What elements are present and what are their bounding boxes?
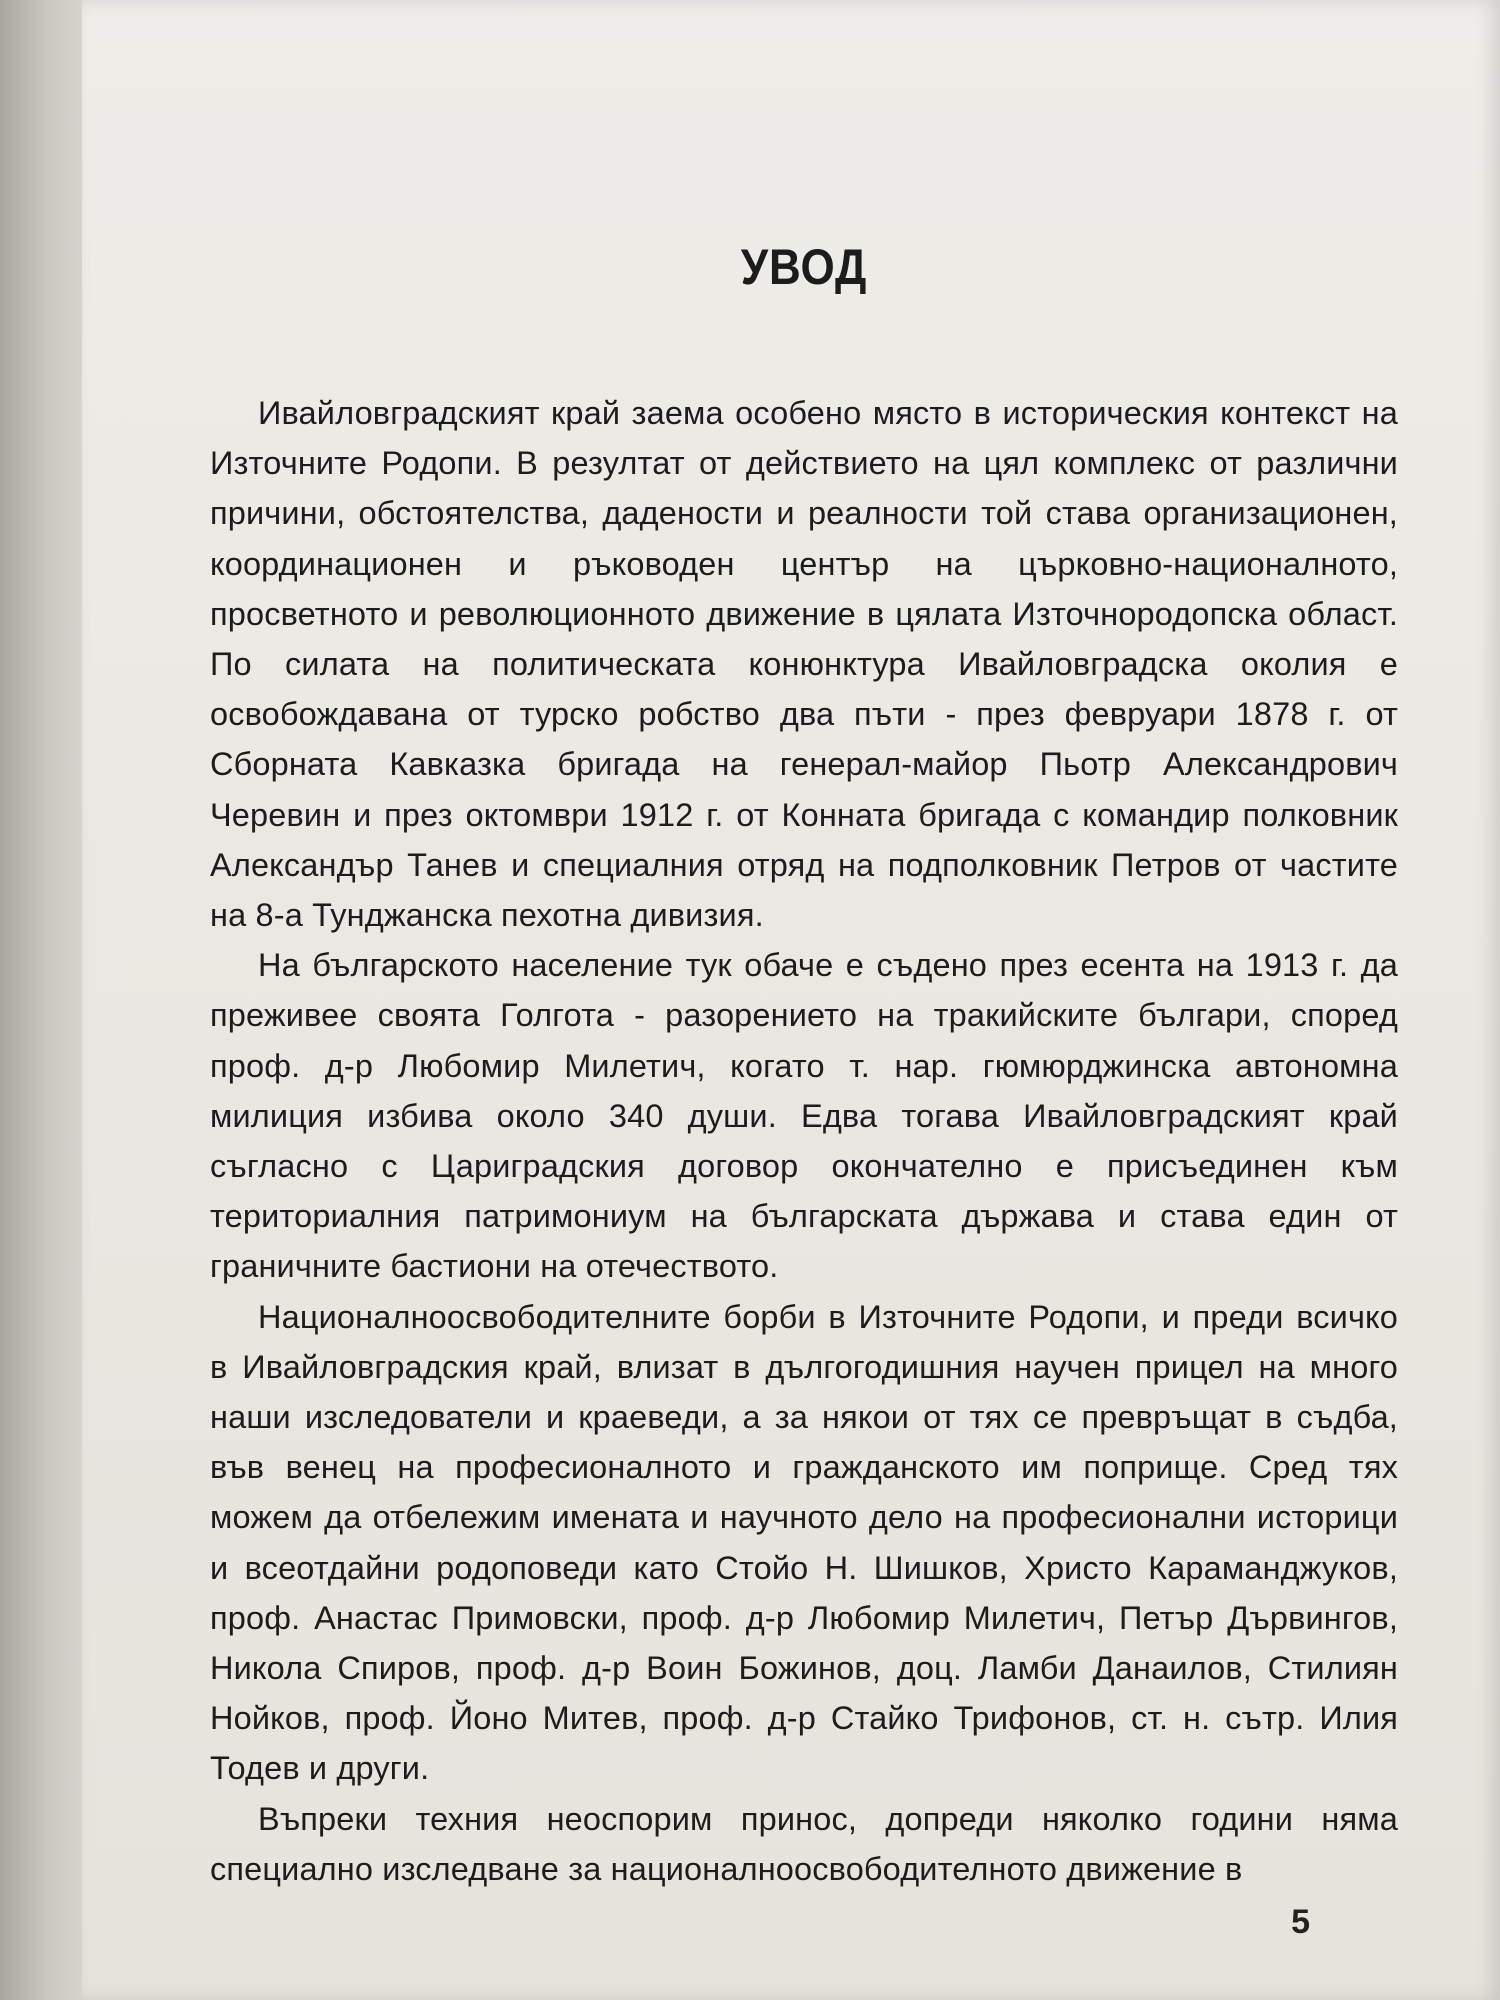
paragraph-3: Националноосвободителните борби в Източните Родопи, и преди всичко в Ивайловградския край, влизат в дългогодишния научен прицел на много наши изследователи и краеведи, а за някои от тях се превръщат в съдба, във венец на професионалното и гражданското им поприще. Сред тях можем да отбележим имената и научното дело на професионални историци и всеотдайни родоповеди като Стойо Н. Шишков, Христо Караманджуков, проф. Анастас Примовски, проф. д-р Любомир Милетич, Петър Дървингов, Никола Спиров, проф. д-р Воин Божинов, доц. Ламби Данаилов, Стилиян Нойков, проф. Йоно Митев, проф. д-р Стайко Трифонов, ст. н. сътр. Илия Тодев и други. [210,1298,1398,1787]
paragraph-1: Ивайловградският край заема особено място в историческия контекст на Източните Родопи. В резултат от действието на цял комплекс от различни причини, обстоятелства, дадености и реалности той става организационен, координационен и ръководен център на църковно-националното, просветното и революционното движение в цялата Източнородопска област. По силата на политическата конюнктура Ивайловградска околия е освобождавана от турско робство два пъти - през февруари 1878 г. от Сборната Кавказка бригада на генерал-майор Пьотр Александрович Черевин и през октомври 1912 г. от Конната бригада с командир полковник Александър Танев и специалния отряд на подполковник Петров от частите на 8-а Тунджанска пехотна дивизия. [210,395,1398,934]
page-number: 5 [1291,1903,1310,1941]
page-title: УВОД [740,239,868,295]
book-page [82,0,1500,2000]
page-content [210,238,1398,1894]
paragraph-4: Въпреки техния неоспорим принос, допреди няколко години няма специално изследване за националноосвободителното движение в [210,1800,1398,1887]
paragraph-2: На българското население тук обаче е съдено през есента на 1913 г. да преживее своята Голгота - разорението на тракийските българи, според проф. д-р Любомир Милетич, когато т. нар. гюмюрджинска автономна милиция избива около 340 души. Едва тогава Ивайловградският край съгласно с Цариградския договор окончателно е присъединен към териториалния патримониум на българската държава и става един от граничните бастиони на отечеството. [210,947,1398,1285]
